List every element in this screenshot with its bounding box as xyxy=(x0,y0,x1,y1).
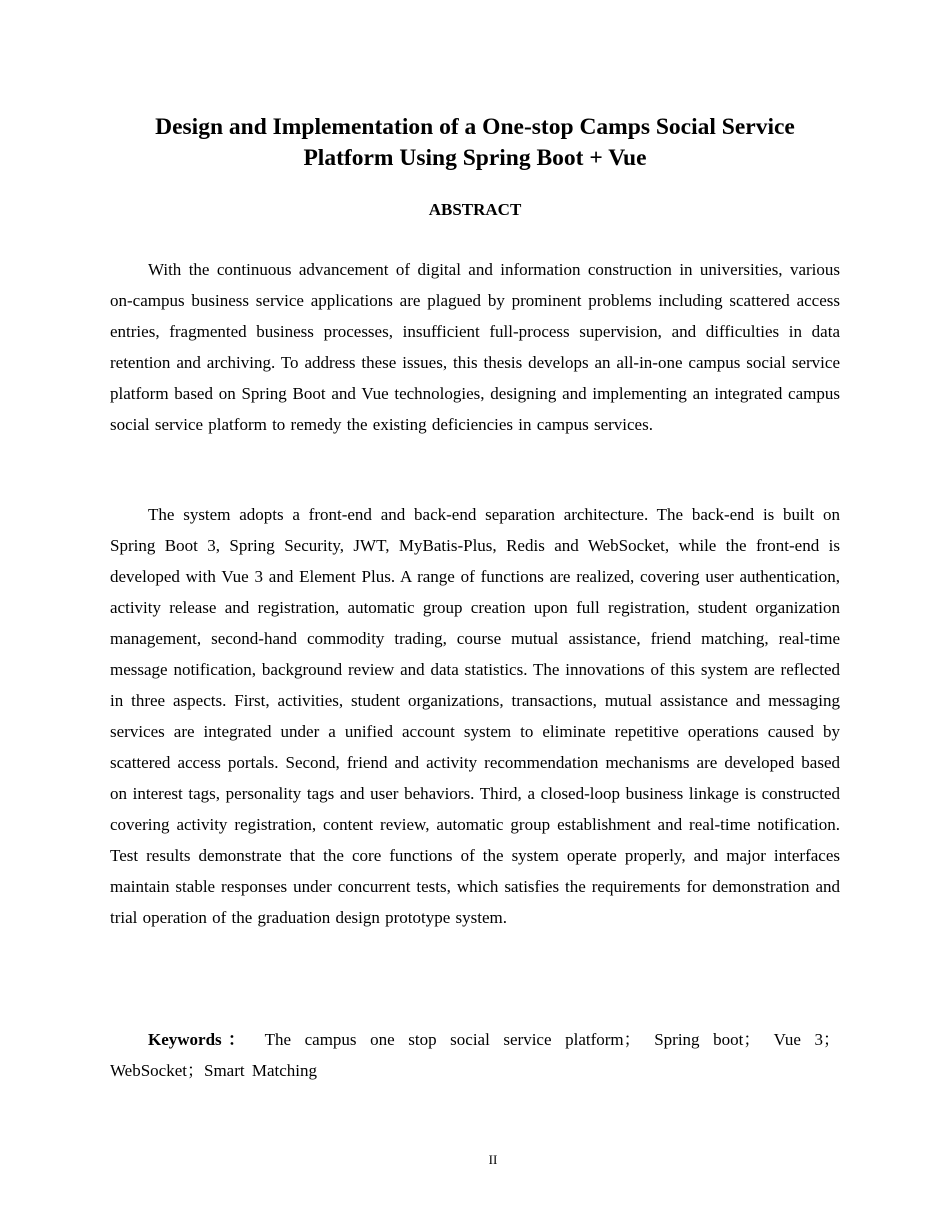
keywords-line xyxy=(110,1024,840,1086)
document-title: Design and Implementation of a One-stop Camps Social Service Platform Using Spring Boot + Vue xyxy=(155,114,795,171)
abstract-paragraph-1: With the continuous advancement of digital and information construction in universities, various on-campus business service applications are plagued by prominent problems including scattered access entries, fragmented business processes, insufficient full-process supervision, and difficulties in data retention and archiving. To address these issues, this thesis develops an all-in-one campus social service platform based on Spring Boot and Vue technologies, designing and implementing an integrated campus social service platform to remedy the existing deficiencies in campus services. xyxy=(110,260,840,434)
abstract-paragraph-2: The system adopts a front-end and back-end separation architecture. The back-end is built on Spring Boot 3, Spring Security, JWT, MyBatis-Plus, Redis and WebSocket, while the front-end is developed with Vue 3 and Element Plus. A range of functions are realized, covering user authentication, activity release and registration, automatic group creation upon full registration, student organization management, second-hand commodity trading, course mutual assistance, friend matching, real-time message notification, background review and data statistics. The innovations of this system are reflected in three aspects. First, activities, student organizations, transactions, mutual assistance and messaging services are integrated under a unified account system to eliminate repetitive operations caused by scattered access portals. Second, friend and activity recommendation mechanisms are developed based on interest tags, personality tags and user behaviors. Third, a closed-loop business linkage is constructed covering activity registration, content review, automatic group establishment and real-time notification. Test results demonstrate that the core functions of the system operate properly, and major interfaces maintain stable responses under concurrent tests, which satisfies the requirements for demonstration and trial operation of the graduation design prototype system. xyxy=(110,505,840,927)
abstract-heading: ABSTRACT xyxy=(428,200,522,219)
page-number: II xyxy=(488,1152,498,1167)
keywords-label: Keywords： xyxy=(148,1030,252,1049)
keywords-text: The campus one stop social service platform； Spring boot； Vue 3；WebSocket；Smart Matching xyxy=(110,1030,840,1080)
